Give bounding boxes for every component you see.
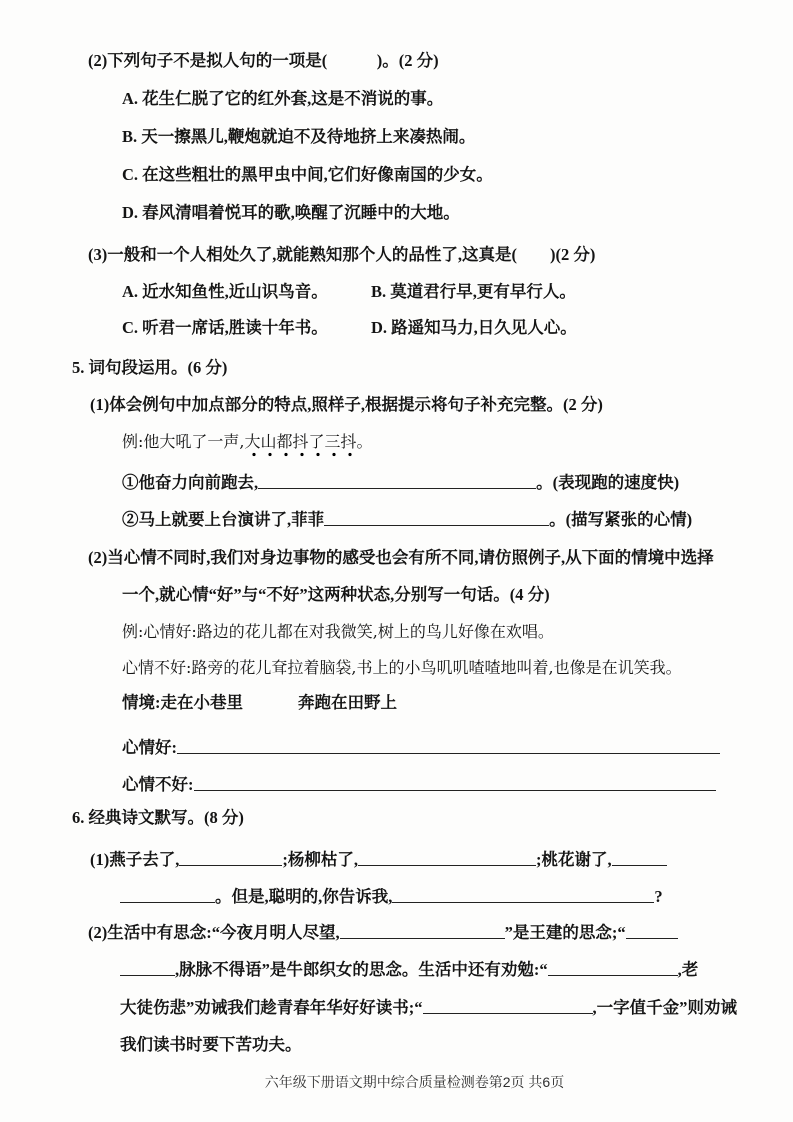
question-4-3-options-row-1 bbox=[122, 273, 576, 311]
question-6-1-line-2 bbox=[120, 878, 663, 916]
question-5-1-stem: (1)体会例句中加点部分的特点,照样子,根据提示将句子补充完整。(2 分) bbox=[90, 395, 603, 414]
text-segment: ”是王建的思念;“ bbox=[504, 923, 626, 942]
text-segment: ,一字值千金”则劝诫 bbox=[592, 998, 737, 1017]
answer-blank bbox=[194, 786, 716, 791]
answer-blank bbox=[358, 861, 536, 866]
question-5-1-example bbox=[122, 423, 373, 461]
scenario-1: 情境:走在小巷里 bbox=[122, 693, 243, 712]
answer-blank bbox=[120, 971, 175, 976]
question-5-2-stem-line-2: 一个,就心情“好”与“不好”这两种状态,分别写一句话。(4 分) bbox=[122, 585, 550, 604]
answer-blank bbox=[423, 1009, 593, 1014]
answer-blank bbox=[340, 934, 505, 939]
question-6-2-line-3 bbox=[120, 989, 737, 1027]
answer-blank bbox=[120, 898, 215, 903]
question-5-2-answer-good bbox=[122, 729, 720, 767]
text-segment: ;桃花谢了, bbox=[536, 850, 612, 869]
question-5-2-scenarios bbox=[122, 684, 397, 722]
answer-blank bbox=[392, 898, 654, 903]
item-2-hint: 。(描写紧张的心情) bbox=[549, 510, 693, 529]
answer-bad-label: 心情不好: bbox=[122, 775, 194, 794]
question-5-2-example-bad: 心情不好:路旁的花儿耷拉着脑袋,书上的小鸟叽叽喳喳地叫着,也像是在讥笑我。 bbox=[122, 658, 682, 677]
example-prefix: 例:他大吼了一声, bbox=[122, 432, 245, 451]
question-4-3-option-a: A. 近水知鱼性,近山识鸟音。 bbox=[122, 282, 328, 301]
question-6-title: 6. 经典诗文默写。(8 分) bbox=[72, 808, 244, 827]
answer-blank bbox=[177, 749, 720, 754]
question-6-2-line-1 bbox=[88, 914, 678, 952]
scenario-2: 奔跑在田野上 bbox=[298, 693, 397, 712]
question-5-2-stem-line-1: (2)当心情不同时,我们对身边事物的感受也会有所不同,请仿照例子,从下面的情境中选择 bbox=[88, 548, 714, 567]
question-4-3-option-c: C. 听君一席话,胜读十年书。 bbox=[122, 318, 328, 337]
answer-blank bbox=[324, 521, 549, 526]
text-segment: (2)生活中有思念:“今夜月明人尽望, bbox=[88, 923, 340, 942]
text-segment: ;杨柳枯了, bbox=[282, 850, 358, 869]
question-6-1-line-1 bbox=[90, 841, 667, 879]
text-segment: 。但是,聪明的,你告诉我, bbox=[215, 887, 393, 906]
question-6-2-line-4: 我们读书时要下苦功夫。 bbox=[120, 1035, 302, 1054]
question-4-2-option-d: D. 春风清唱着悦耳的歌,唤醒了沉睡中的大地。 bbox=[122, 203, 460, 222]
question-4-3-options-row-2 bbox=[122, 309, 577, 347]
answer-blank bbox=[258, 484, 536, 489]
page-footer: 六年级下册语文期中综合质量检测卷第2页 共6页 bbox=[264, 1074, 565, 1090]
text-segment: ? bbox=[654, 887, 663, 906]
answer-blank bbox=[626, 934, 678, 939]
question-5-1-item-1 bbox=[122, 464, 679, 502]
question-5-1-item-2 bbox=[122, 501, 692, 539]
question-4-3-option-b: B. 莫道君行早,更有早行人。 bbox=[371, 282, 576, 301]
question-4-2-stem: (2)下列句子不是拟人句的一项是( )。(2 分) bbox=[88, 51, 439, 70]
text-segment: ,脉脉不得语”是牛郎织女的思念。生活中还有劝勉:“ bbox=[175, 960, 548, 979]
text-segment: (1)燕子去了, bbox=[90, 850, 180, 869]
example-emphasized-text: 大山都抖了三抖 bbox=[244, 432, 356, 457]
question-5-2-example-good: 例:心情好:路边的花儿都在对我微笑,树上的鸟儿好像在欢唱。 bbox=[122, 622, 554, 641]
question-6-2-line-2 bbox=[120, 951, 698, 989]
item-1-text: ①他奋力向前跑去, bbox=[122, 473, 259, 492]
answer-good-label: 心情好: bbox=[122, 738, 177, 757]
answer-blank bbox=[612, 861, 667, 866]
question-5-title: 5. 词句段运用。(6 分) bbox=[72, 358, 228, 377]
example-suffix: 。 bbox=[356, 432, 373, 451]
text-segment: 大徒伤悲”劝诫我们趁青春年华好好读书;“ bbox=[120, 998, 423, 1017]
question-4-2-option-c: C. 在这些粗壮的黑甲虫中间,它们好像南国的少女。 bbox=[122, 165, 493, 184]
question-4-3-stem: (3)一般和一个人相处久了,就能熟知那个人的品性了,这真是( )(2 分) bbox=[88, 245, 596, 264]
text-segment: ,老 bbox=[677, 960, 699, 979]
item-1-hint: 。(表现跑的速度快) bbox=[536, 473, 680, 492]
question-4-2-option-b: B. 天一擦黑儿,鞭炮就迫不及待地挤上来凑热闹。 bbox=[122, 127, 476, 146]
answer-blank bbox=[179, 861, 282, 866]
answer-blank bbox=[548, 971, 678, 976]
question-4-3-option-d: D. 路遥知马力,日久见人心。 bbox=[371, 318, 577, 337]
item-2-text: ②马上就要上台演讲了,菲菲 bbox=[122, 510, 325, 529]
question-4-2-option-a: A. 花生仁脱了它的红外套,这是不消说的事。 bbox=[122, 89, 444, 108]
